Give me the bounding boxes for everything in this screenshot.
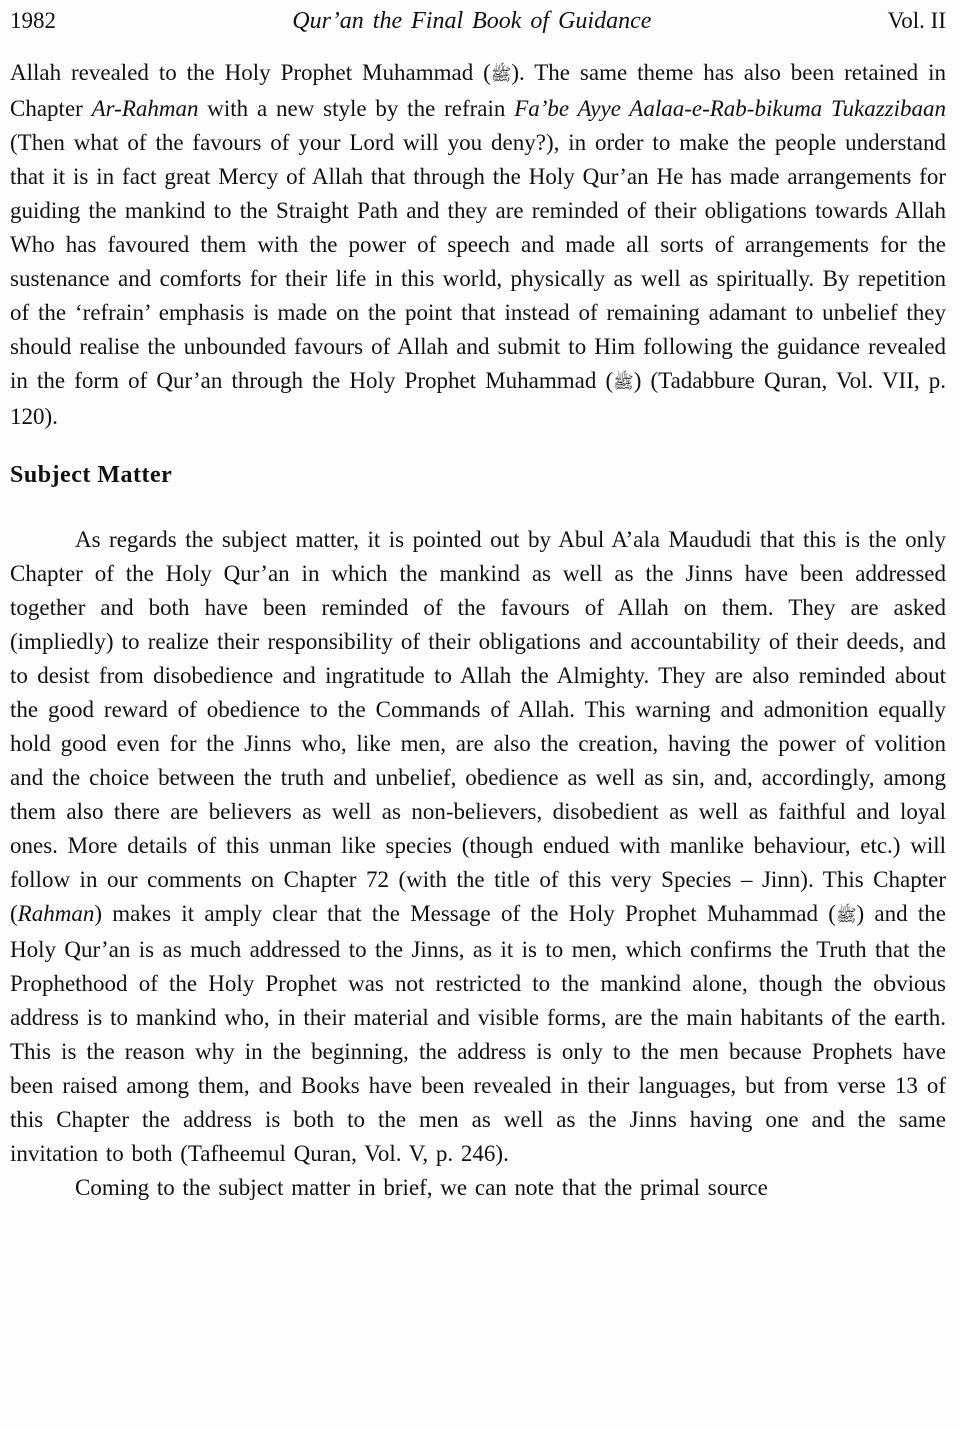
running-title: Qur’an the Final Book of Guidance bbox=[292, 8, 652, 34]
italic-text: Rahman bbox=[17, 901, 95, 926]
paragraph bbox=[10, 56, 946, 434]
pbuh-calligraphy-icon: ﷺ bbox=[613, 373, 634, 393]
italic-text: Ar-Rahman bbox=[91, 96, 199, 121]
body-text: As regards the subject matter, it is pointed out by Abul A’ala Maududi that this is the only Chapter of the Holy Qur’an in which the mankind as well as the Jinns have been addressed together and both have been reminded of the favours of Allah on them. They are asked (impliedly) to realize their responsibility of their obligations and accountability of their deeds, and to desist from disobedience and ingratitude to Allah the Almighty. They are also reminded about the good reward of obedience to the Commands of Allah. This warning and admonition equally hold good even for the Jinns who, like men, are also the creation, having the power of volition and the choice between the truth and unbelief, obedience as well as sin, and, accordingly, among them also there are believers as well as non-believers, disobedient as well as faithful and loyal ones. More details of this unman like species (though endued with manlike behaviour, etc.) will follow in our comments on Chapter 72 (with the title of this very Species – Jinn). This Chapter ( bbox=[10, 527, 946, 926]
paragraph bbox=[10, 1171, 946, 1205]
italic-text: Fa’be Ayye Aalaa-e-Rab-bikuma Tukazzibaan bbox=[514, 96, 947, 121]
body-text: (Then what of the favours of your Lord will you deny?), in order to make the people understand that it is in fact great Mercy of Allah that through the Holy Qur’an He has made arrangements for guiding the mankind to the Straight Path and they are reminded of their obligations towards Allah Who has favoured them with the power of speech and made all sorts of arrangements for the sustenance and comforts for their life in this world, physically as well as spiritually. By repetition of the ‘refrain’ emphasis is made on the point that instead of remaining adamant to unbelief they should realise the unbounded favours of Allah and submit to Him following the guidance revealed in the form of Qur’an through the Holy Prophet Muhammad ( bbox=[10, 130, 946, 393]
body-text: ). The same theme has also been retained in Chapter bbox=[10, 60, 946, 121]
volume-label: Vol. II bbox=[887, 8, 946, 33]
paragraph bbox=[10, 523, 946, 1171]
page-number: 1982 bbox=[10, 8, 56, 33]
pbuh-calligraphy-icon: ﷺ bbox=[490, 65, 512, 85]
pbuh-calligraphy-icon: ﷺ bbox=[835, 906, 857, 926]
page-header bbox=[10, 6, 946, 36]
body-text: ) and the Holy Qur’an is as much addressed to the Jinns, as it is to men, which confirms the Truth that the Prophethood of the Holy Prophet was not restricted to the mankind alone, though the obvious address is to mankind who, in their material and visible forms, are the main habitants of the earth. This is the reason why in the beginning, the address is only to the men because Prophets have been raised among them, and Books have been revealed in their languages, but from verse 13 of this Chapter the address is both to the men as well as the Jinns having one and the same invitation to both (Tafheemul Quran, Vol. V, p. 246). bbox=[10, 901, 946, 1166]
section-heading: Subject Matter bbox=[10, 462, 173, 488]
body-text: with a new style by the refrain bbox=[198, 96, 515, 121]
body-text: ) makes it amply clear that the Message of the Holy Prophet Muhammad ( bbox=[94, 901, 836, 926]
body-text: Coming to the subject matter in brief, we can note that the primal source bbox=[75, 1175, 768, 1200]
body-text: ) (Tadabbure Quran, Vol. VII, p. 120). bbox=[10, 368, 947, 429]
page-body bbox=[10, 56, 946, 1205]
body-text: Allah revealed to the Holy Prophet Muhammad ( bbox=[10, 60, 491, 85]
